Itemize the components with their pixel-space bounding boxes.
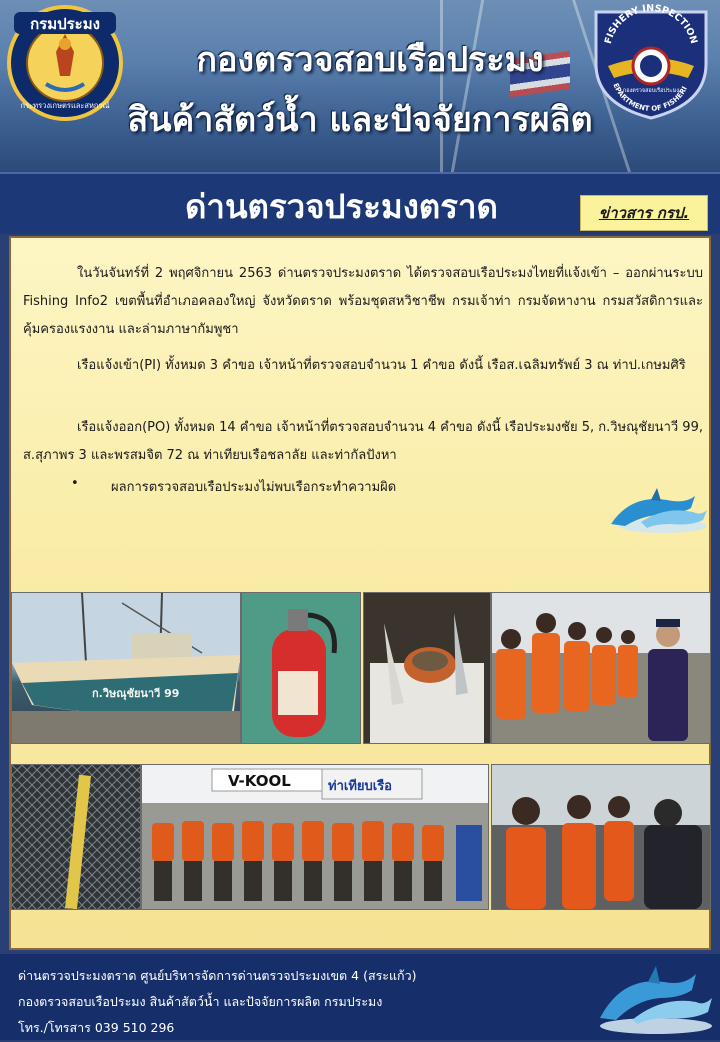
paragraph-inbound: เรือแจ้งเข้า(PI) ทั้งหมด 3 คำขอ เจ้าหน้าที่ตรวจสอบจำนวน 1 คำขอ ดังนี้ เรือส.เฉลิมทรัพย์ 3 ณ ท่าป.เกษมศิริ <box>77 358 686 373</box>
bullet-text: ผลการตรวจสอบเรือประมงไม่พบเรือกระทำความผิด <box>111 480 397 495</box>
badge-top-text: FISHERY INSPECTION <box>602 4 700 46</box>
paragraph-intro: ในวันจันทร์ที่ 2 พฤศจิกายน 2563 ด่านตรวจประมงตราด ได้ตรวจสอบเรือประมงไทยที่แจ้งเข้า – ออกผ่านระบบ Fishing Info2 เขตพื้นที่อำเภอคลองใหญ่ จังหวัดตราด พร้อมชุดสหวิชาชีพ กรมเจ้าท่า กรมจัดหางาน กรมสวัสดิการและคุ้มครองแรงงาน และล่ามภาษากัมพูชา <box>23 266 703 337</box>
photo-crew-group <box>141 764 489 910</box>
badge-center-text: กองตรวจสอบเรือประมง <box>622 88 680 94</box>
mast-line <box>451 0 484 172</box>
paragraph-outbound: เรือแจ้งออก(PO) ทั้งหมด 14 คำขอ เจ้าหน้าที่ตรวจสอบจำนวน 4 คำขอ ดังนี้ เรือประมงชัย 5, ก.วิษณุชัยนาวี 99, ส.สุภาพร 3 และพรสมจิต 72 ณ ท่าเทียบเรือชลาลัย และท่ากัลปังหา <box>23 420 703 463</box>
vkool-banner-text: V-KOOL <box>228 772 291 790</box>
banner-title-line2: สินค้าสัตว์น้ำ และปัจจัยการผลิต <box>127 100 593 140</box>
photo-document-check <box>491 764 711 910</box>
mast-line <box>440 0 443 172</box>
logo-left-title: กรมประมง <box>30 15 100 33</box>
logo-left-subtitle: กระทรวงเกษตรและสหกรณ์ <box>20 101 110 110</box>
page-title: ด่านตรวจประมงตราด <box>185 187 498 226</box>
news-tag: ข่าวสาร กรป. <box>580 195 708 231</box>
photo-fishing-boat <box>11 592 241 744</box>
bullet-dot: • <box>71 476 79 491</box>
footer-phone: โทร./โทรสาร 039 510 296 <box>18 1020 175 1035</box>
pier-banner-text: ท่าเทียบเรือ <box>328 779 392 794</box>
result-bullet <box>71 476 396 497</box>
footer-office: ด่านตรวจประมงตราด ศูนย์บริหารจัดการด่านตรวจประมงเขต 4 (สระแก้ว) <box>18 968 417 983</box>
fishery-inspection-badge <box>588 4 714 122</box>
dolphin-icon <box>601 486 711 538</box>
photo-fire-extinguisher <box>241 592 361 744</box>
photo-crew-inspection <box>491 592 711 744</box>
content-box <box>9 236 711 950</box>
badge-bottom-text: EPARTMENT OF FISHERI <box>611 81 689 113</box>
header-banner <box>0 0 720 172</box>
footer-division: กองตรวจสอบเรือประมง สินค้าสัตว์น้ำ และปัจจัยการผลิต กรมประมง <box>18 994 383 1009</box>
boat-name-text: ก.วิษณุชัยนาวี 99 <box>92 687 180 700</box>
photo-fish-storage <box>363 592 491 744</box>
photo-net-measurement <box>11 764 141 910</box>
dolphin-icon <box>592 962 716 1038</box>
banner-title-line1: กองตรวจสอบเรือประมง <box>196 40 544 80</box>
